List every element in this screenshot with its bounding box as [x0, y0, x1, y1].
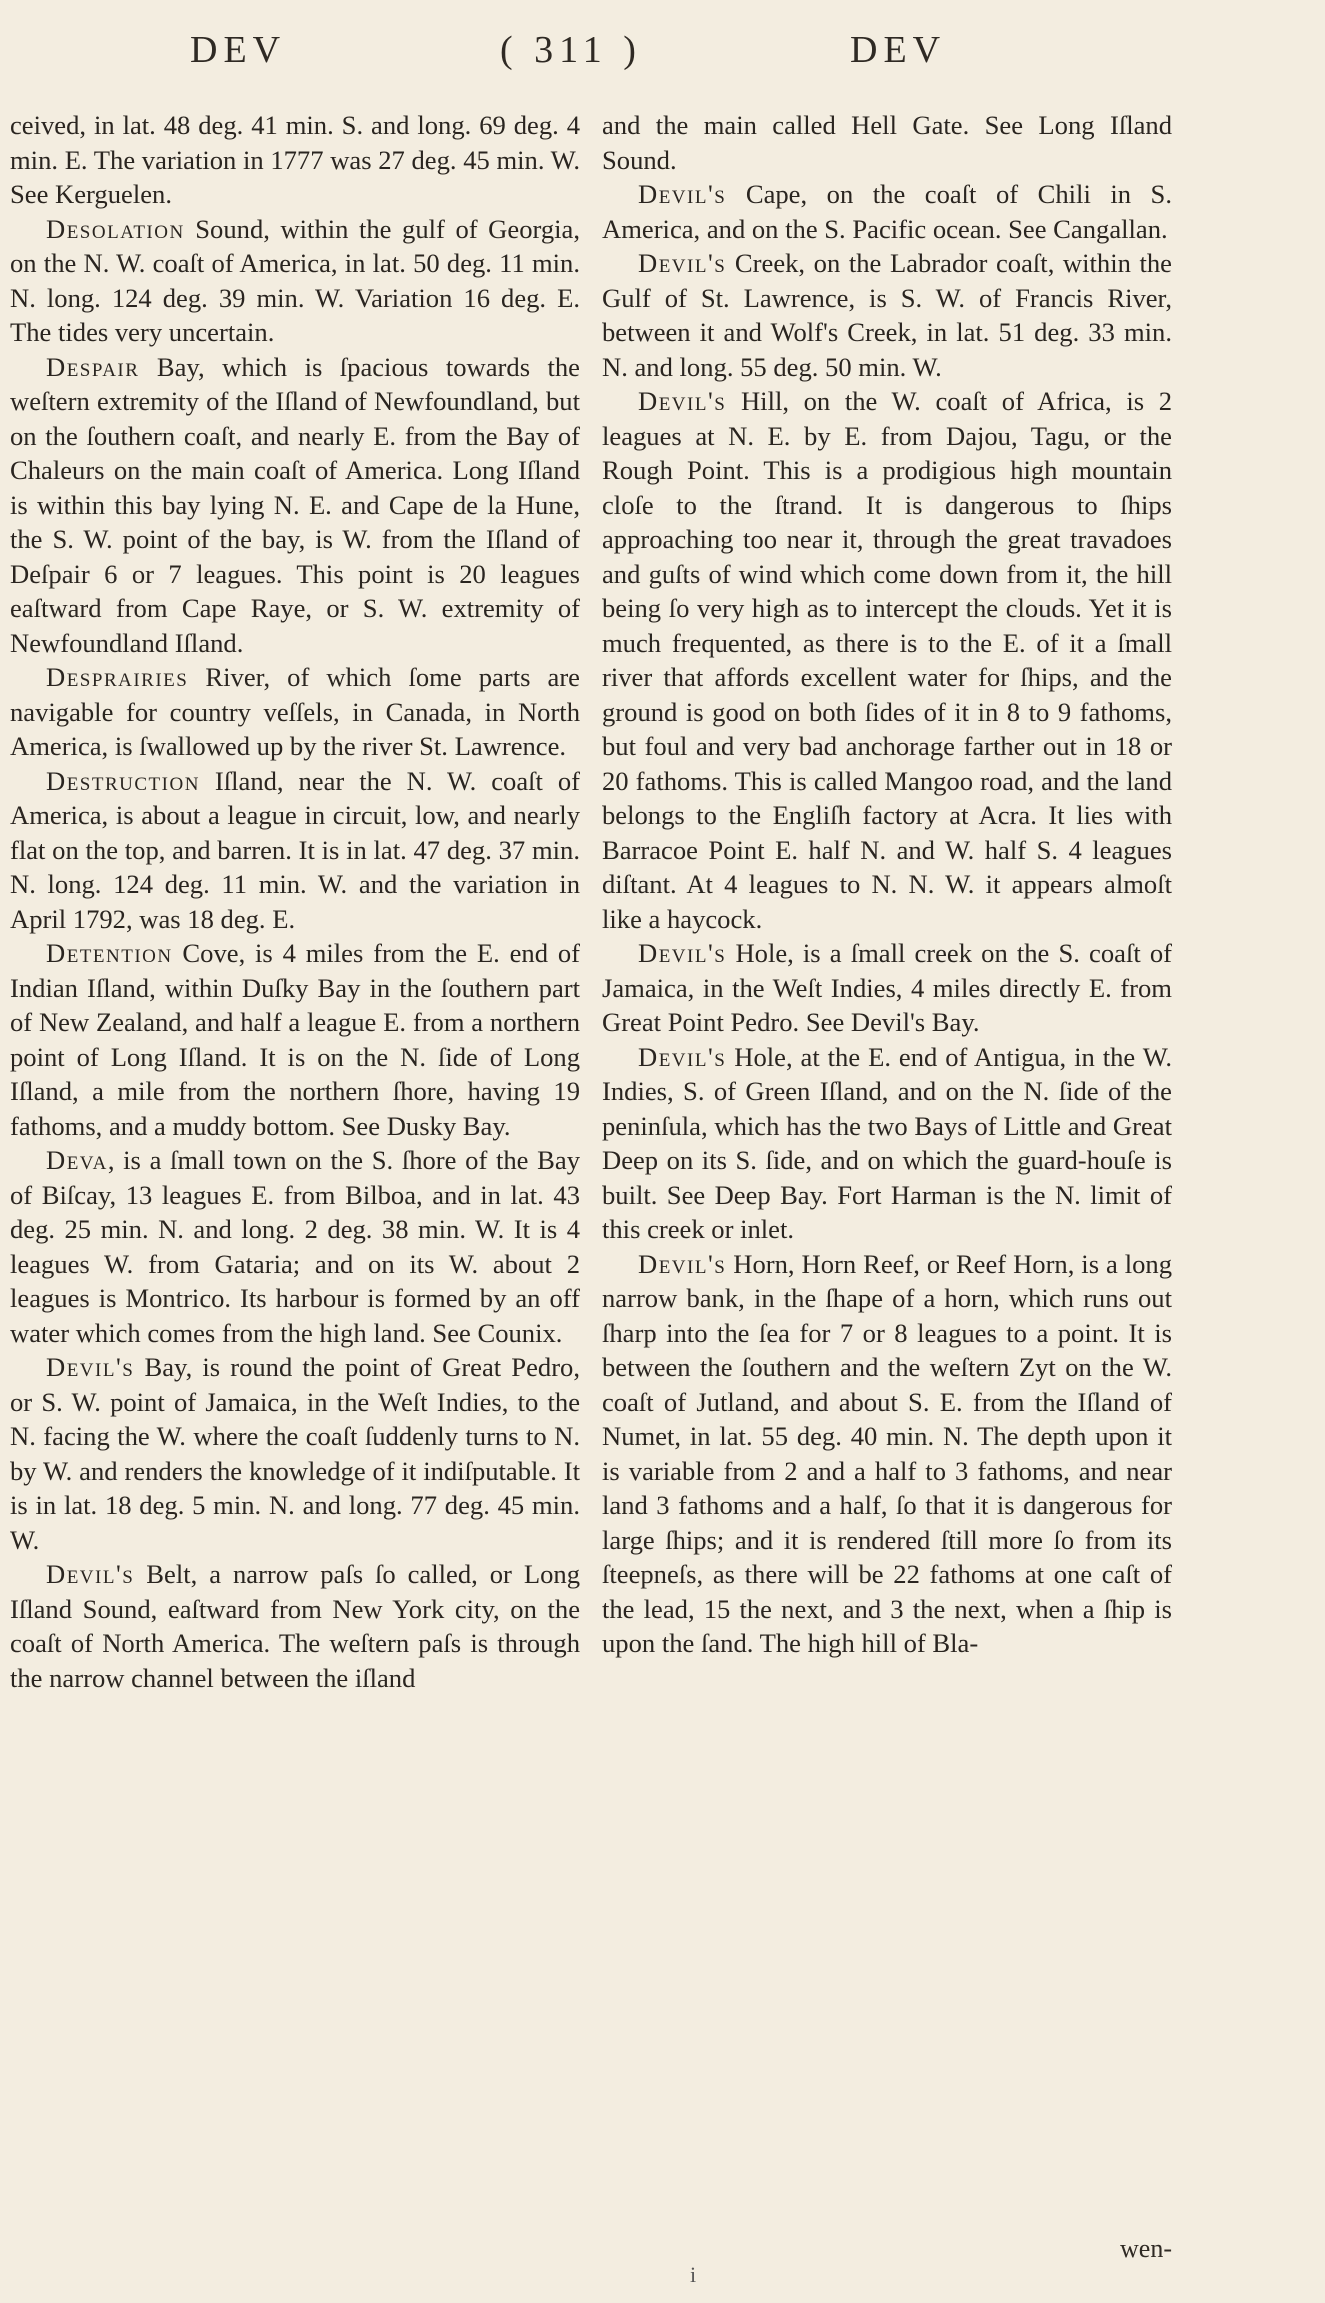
gazetteer-entry: [602, 177, 1172, 246]
entry-headword: Devil's: [638, 179, 727, 209]
entry-headword: Detention: [46, 938, 173, 968]
entry-text: Hole, is a ſmall creek on the S. coaſt of Jamaica, in the Weſt Indies, 4 miles directly E. from Great Point Pedro. See Devil's Bay.: [602, 938, 1172, 1037]
left-column: [10, 108, 580, 1695]
entry-headword: Devil's: [638, 1041, 727, 1072]
entry-text: Bay, is round the point of Great Pedro, or S. W. point of Jamaica, in the Weſt Indies, to the N. facing the W. where the coaſt ſuddenly turns to N. by W. and renders the knowledge of it indiſputable. It is in lat. 18 deg. 5 min. N. and long. 77 deg. 45 min. W.: [10, 1352, 580, 1555]
running-header: [180, 28, 1180, 88]
entry-text: Belt, a narrow paſs ſo called, or Long Iſland Sound, eaſtward from New York city, on the coaſt of North America. The weſtern paſs is through the narrow channel between the iſland: [10, 1559, 580, 1693]
gazetteer-entry: [602, 1247, 1172, 1661]
entry-headword: Devil's: [46, 1352, 135, 1382]
entry-text: Cove, is 4 miles from the E. end of Indian Iſland, within Duſky Bay in the ſouthern part of New Zealand, and half a league E. from a northern point of Long Iſland. It is on the N. ſide of Long Iſland, a mile from the northern ſhore, having 19 fathoms, and a muddy bottom. See Dusky Bay.: [10, 938, 580, 1141]
gazetteer-entry: [602, 384, 1172, 936]
entry-headword: Devil's: [638, 386, 727, 416]
gazetteer-entry: [10, 350, 580, 661]
entry-headword: Devil's: [638, 938, 727, 968]
gazetteer-entry: [602, 1040, 1172, 1247]
header-left-guide: DEV: [190, 29, 287, 71]
gazetteer-entry: [10, 764, 580, 937]
entry-text: , is a ſmall town on the S. ſhore of the Bay of Biſcay, 13 leagues E. from Bilboa, and in lat. 43 deg. 25 min. N. and long. 2 deg. 38 min. W. It is 4 leagues W. from Gataria; and on its W. about 2 leagues is Montrico. Its harbour is formed by an off water which comes from the high land. See Counix.: [10, 1145, 580, 1348]
page-number: ( 311 ): [500, 29, 642, 71]
entry-text: and the main called Hell Gate. See Long Iſland Sound.: [602, 110, 1172, 175]
header-right-guide: DEV: [850, 29, 947, 71]
gazetteer-entry: [10, 212, 580, 350]
entry-headword: Desprairies: [46, 662, 189, 692]
entry-headword: Desolation: [46, 213, 185, 244]
gazetteer-entry: [10, 108, 580, 212]
gazetteer-entry: [10, 1143, 580, 1350]
catchword: wen-: [1120, 2234, 1172, 2263]
entry-text: Hole, at the E. end of Antigua, in the W. Indies, S. of Green Iſland, and on the N. ſide of the peninſula, which has the two Bays of Little and Great Deep on its S. ſide, and on which the guard-houſe is built. See Deep Bay. Fort Harman is the N. limit of this creek or inlet.: [602, 1041, 1172, 1244]
gazetteer-entry: [602, 246, 1172, 384]
entry-text: ceived, in lat. 48 deg. 41 min. S. and long. 69 deg. 4 min. E. The variation in 1777 was 27 deg. 45 min. W. See Kerguelen.: [10, 110, 580, 209]
gazetteer-entry: [10, 1557, 580, 1695]
entry-text: Horn, Horn Reef, or Reef Horn, is a long narrow bank, in the ſhape of a horn, which runs out ſharp into the ſea for 7 or 8 leagues to a point. It is between the ſouthern and the weſtern Zyt on the W. coaſt of Jutland, and about S. E. from the Iſland of Numet, in lat. 55 deg. 40 min. N. The depth upon it is variable from 2 and a half to 3 fathoms, and near land 3 fathoms and a half, ſo that it is dangerous for large ſhips; and it is rendered ſtill more ſo from its ſteepneſs, as there will be 22 fathoms at one caſt of the lead, 15 the next, and 3 the next, when a ſhip is upon the ſand. The high hill of Bla-: [602, 1248, 1172, 1658]
entry-text: Sound, within the gulf of Georgia, on the N. W. coaſt of America, in lat. 50 deg. 11 min. N. long. 124 deg. 39 min. W. Variation 16 deg. E. The tides very uncertain.: [10, 213, 580, 347]
right-column: [602, 108, 1172, 1661]
entry-headword: Devil's: [46, 1559, 135, 1589]
entry-text: Cape, on the coaſt of Chili in S. America, and on the S. Pacific ocean. See Cangallan.: [602, 179, 1172, 244]
entry-text: Bay, which is ſpacious towards the weſtern extremity of the Iſland of Newfoundland, but on the ſouthern coaſt, and nearly E. from the Bay of Chaleurs on the main coaſt of America. Long Iſland is within this bay lying N. E. and Cape de la Hune, the S. W. point of the bay, is W. from the Iſland of Deſpair 6 or 7 leagues. This point is 20 leagues eaſtward from Cape Raye, or S. W. extremity of Newfoundland Iſland.: [10, 351, 580, 658]
footer-mark: i: [690, 2262, 697, 2287]
gazetteer-entry: [602, 936, 1172, 1040]
entry-headword: Destruction: [46, 765, 200, 796]
entry-text: Creek, on the Labrador coaſt, within the Gulf of St. Lawrence, is S. W. of Francis River, between it and Wolf's Creek, in lat. 51 deg. 33 min. N. and long. 55 deg. 50 min. W.: [602, 248, 1172, 382]
gazetteer-entry: [10, 936, 580, 1143]
entry-text: Iſland, near the N. W. coaſt of America, is about a league in circuit, low, and nearly flat on the top, and barren. It is in lat. 47 deg. 37 min. N. long. 124 deg. 11 min. W. and the variation in April 1792, was 18 deg. E.: [10, 765, 580, 934]
entry-headword: Devil's: [638, 1248, 727, 1279]
entry-headword: Devil's: [638, 248, 727, 278]
entry-headword: Despair: [46, 351, 140, 382]
entry-headword: Deva: [46, 1145, 108, 1175]
gazetteer-entry: [10, 1350, 580, 1557]
entry-text: River, of which ſome parts are navigable for country veſſels, in Canada, in North America, is ſwallowed up by the river St. Lawrence.: [10, 662, 580, 761]
gazetteer-entry: [602, 108, 1172, 177]
entry-text: Hill, on the W. coaſt of Africa, is 2 leagues at N. E. by E. from Dajou, Tagu, or the Rough Point. This is a prodigious high mountain cloſe to the ſtrand. It is dangerous to ſhips approaching too near it, through the great travadoes and guſts of wind which come down from it, the hill being ſo very high as to intercept the clouds. Yet it is much frequented, as there is to the E. of it a ſmall river that affords excellent water for ſhips, and the ground is good on both ſides of it in 8 to 9 fathoms, but foul and very bad anchorage farther out in 18 or 20 fathoms. This is called Mangoo road, and the land belongs to the Engliſh factory at Acra. It lies with Barracoe Point E. half N. and W. half S. 4 leagues diſtant. At 4 leagues to N. N. W. it appears almoſt like a haycock.: [602, 386, 1172, 934]
gazetteer-entry: [10, 660, 580, 764]
